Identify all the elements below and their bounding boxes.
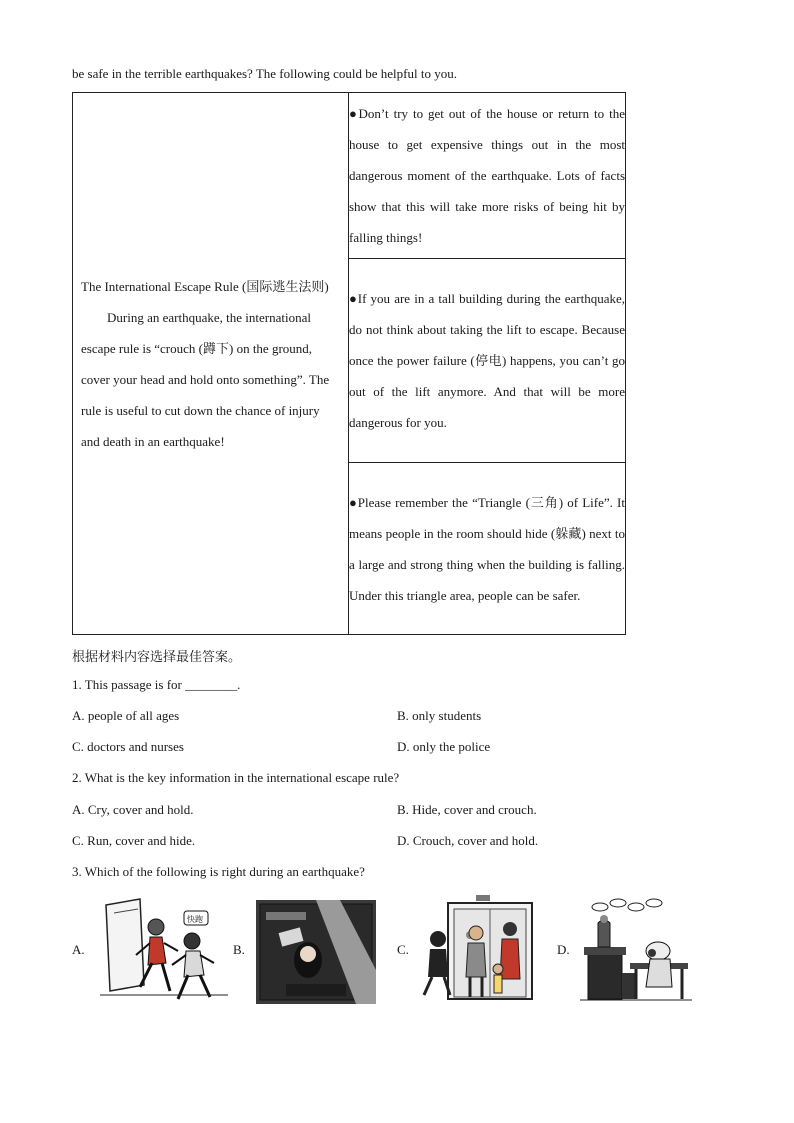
q3-picture-c-entering-lift[interactable]: [418, 893, 534, 1003]
q1-option-a[interactable]: A. people of all ages: [72, 708, 180, 723]
speech-bubble-text: 快跑: [187, 915, 203, 924]
intro-line: be safe in the terrible earthquakes? The following could be helpful to you.: [72, 66, 457, 81]
instruction: 根据材料内容选择最佳答案。: [72, 649, 242, 664]
q1-option-b[interactable]: B. only students: [397, 708, 482, 723]
question-3-stem: 3. Which of the following is right during an earthquake?: [72, 864, 365, 879]
q3-label-c[interactable]: C.: [397, 942, 409, 957]
escape-rule-title: The International Escape Rule (国际逃生法则): [81, 278, 329, 294]
q1-option-c[interactable]: C. doctors and nurses: [72, 739, 184, 754]
escape-rule-body: During an earthquake, the international escape rule is “crouch (蹲下) on the ground, cover your head and hold onto something”. The rule is useful to cut down the chance of injury and death in an earthquake!: [81, 309, 330, 449]
q1-option-d[interactable]: D. only the police: [397, 739, 491, 754]
q2-option-c[interactable]: C. Run, cover and hide.: [72, 833, 196, 848]
tip-cell-1: ●Don’t try to get out of the house or return to the house to get expensive things out in the most dangerous moment of the earthquake. Lots of facts show that this will take more risks of being hit by falling things!: [349, 93, 626, 259]
q3-picture-b-hiding-under-furniture[interactable]: [256, 900, 376, 1004]
q3-label-b[interactable]: B.: [233, 942, 245, 957]
q3-picture-a-running-out[interactable]: [100, 895, 228, 1005]
escape-rules-table: [72, 92, 626, 635]
q2-option-d[interactable]: D. Crouch, cover and hold.: [397, 833, 539, 848]
tip-cell-3: ●Please remember the “Triangle (三角) of Life”. It means people in the room should hide (躲藏) next to a large and strong thing when the building is falling. Under this triangle area, people can be safer.: [349, 463, 626, 635]
q2-option-b[interactable]: B. Hide, cover and crouch.: [397, 802, 537, 817]
q2-option-a[interactable]: A. Cry, cover and hold.: [72, 802, 194, 817]
question-2-stem: 2. What is the key information in the international escape rule?: [72, 770, 400, 785]
q3-picture-d-crouch-near-table[interactable]: [580, 893, 692, 1005]
question-1-stem: 1. This passage is for ________.: [72, 677, 241, 692]
q3-label-d[interactable]: D.: [557, 942, 570, 957]
escape-rule-cell: [73, 93, 349, 635]
q3-label-a[interactable]: A.: [72, 942, 85, 957]
tip-cell-2: ●If you are in a tall building during the earthquake, do not think about taking the lift to escape. Because once the power failure (停电) happens, you can’t go out of the lift anymore. And that will be more dangerous for you.: [349, 259, 626, 463]
